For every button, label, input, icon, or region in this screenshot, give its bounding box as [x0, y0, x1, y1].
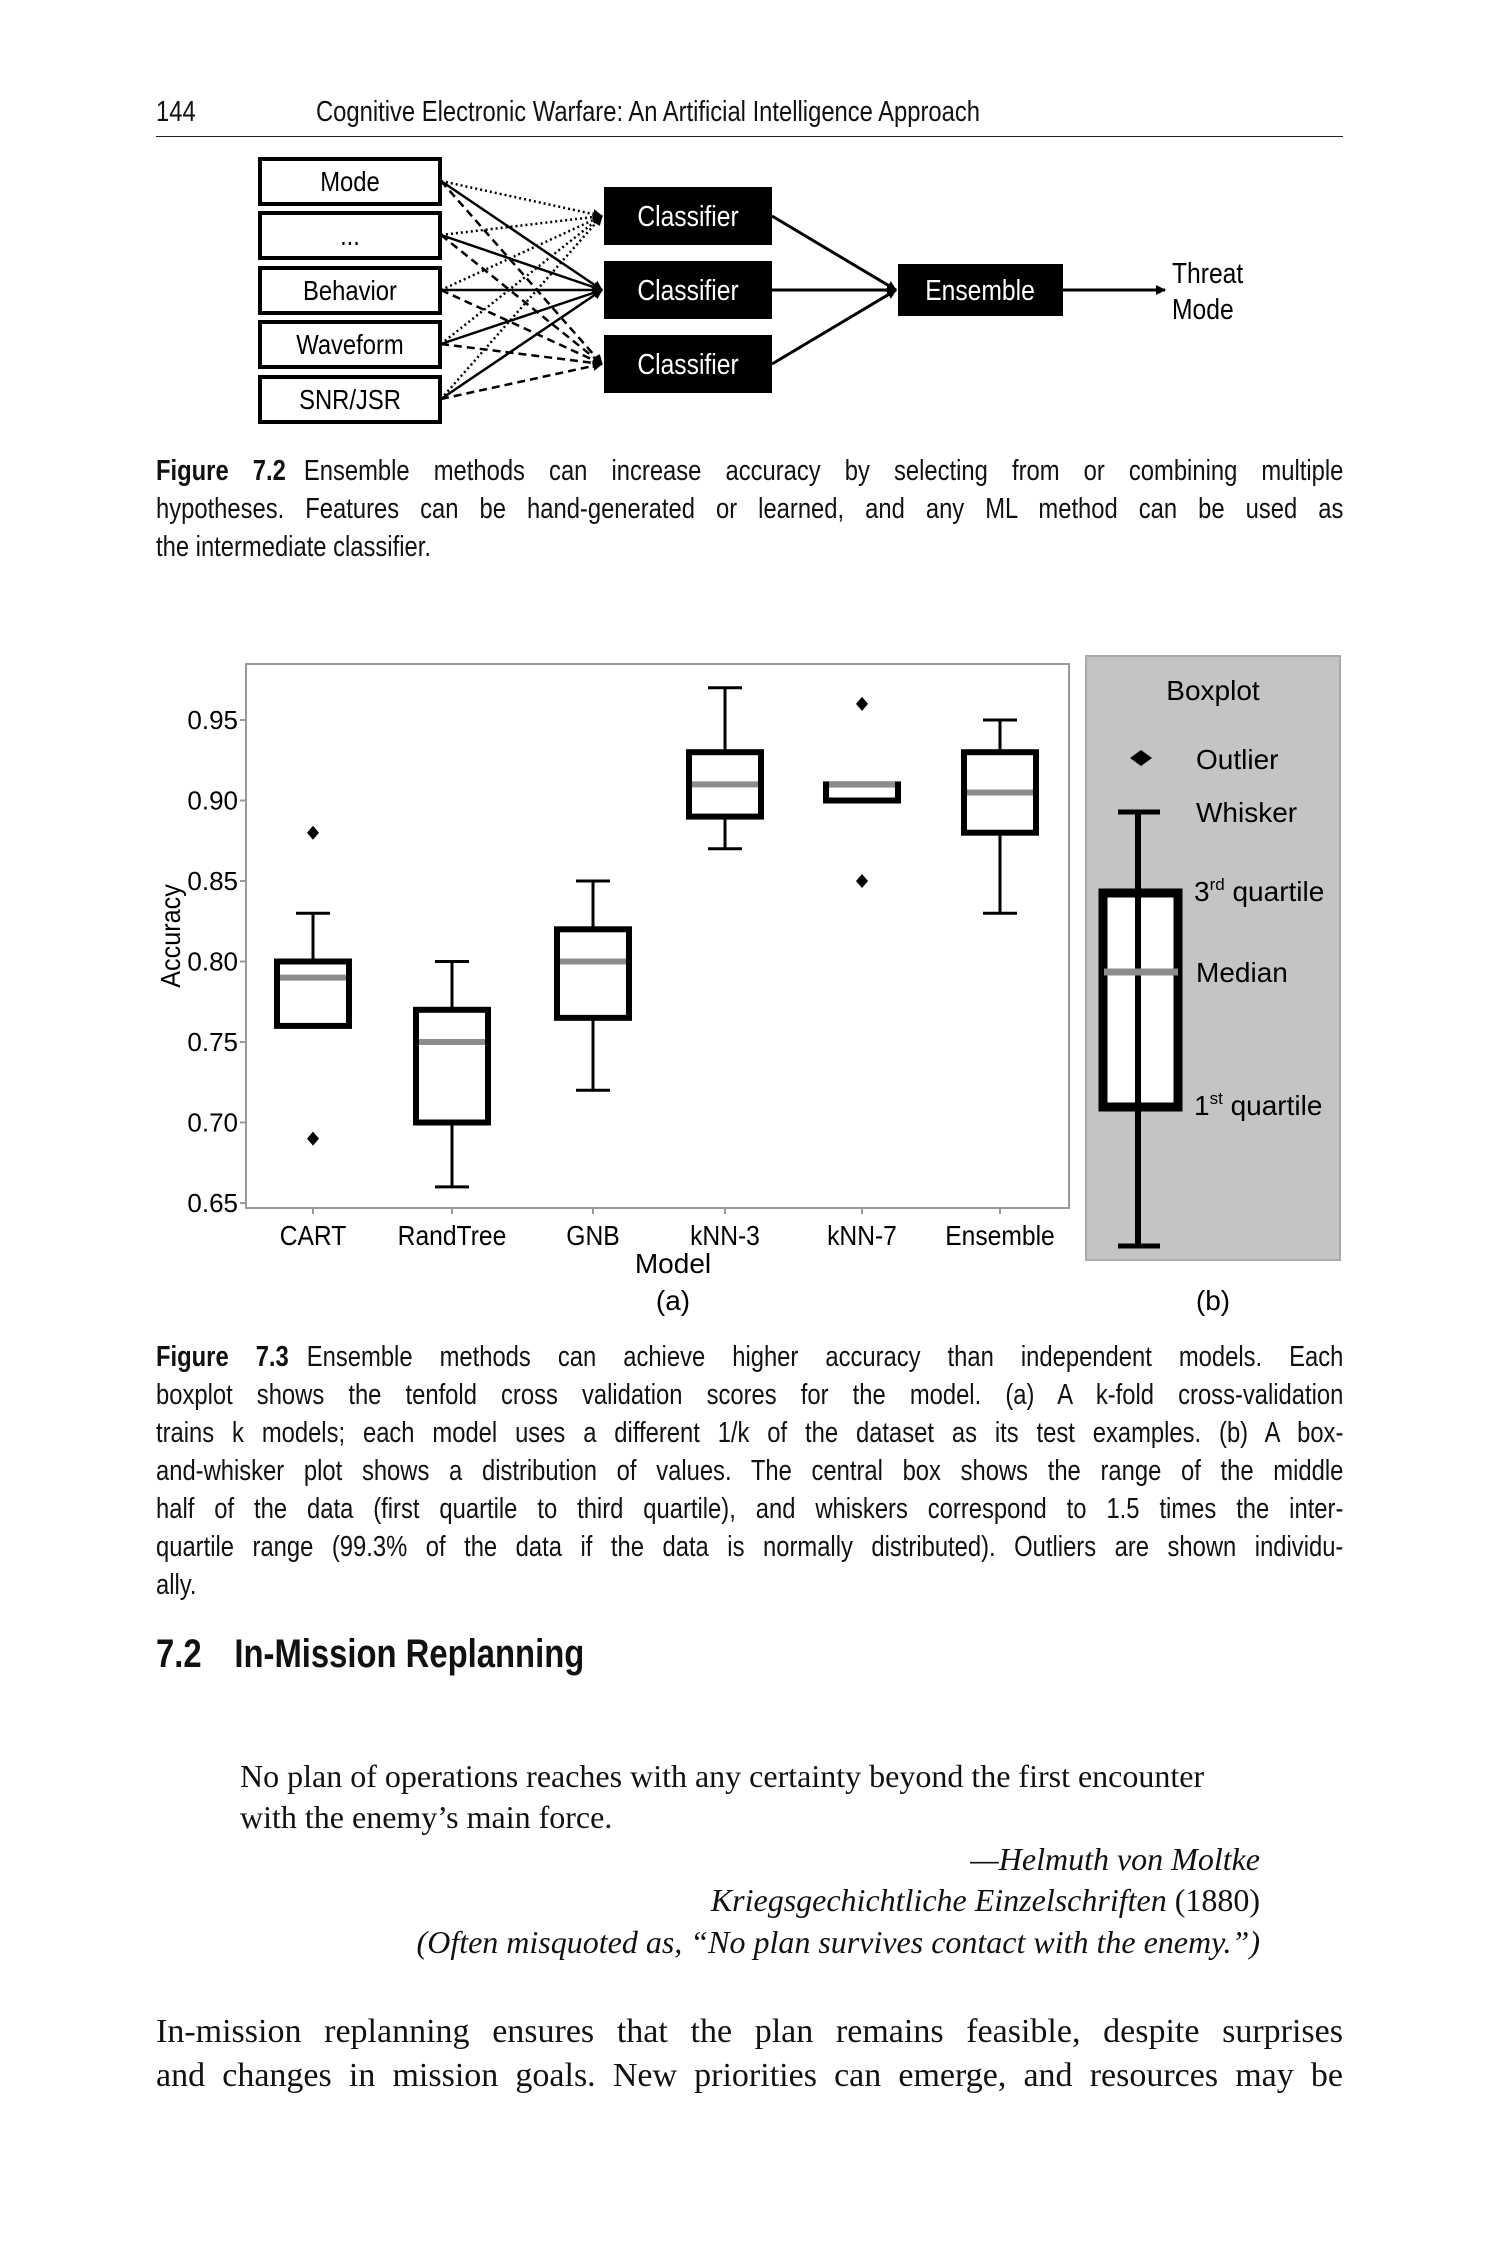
legend-outlier: Outlier [1196, 744, 1279, 775]
fig73-caption-line: and-whisker plot shows a distribution of values. The central box shows the range of the middle [156, 1455, 1344, 1487]
x-tick-label: RandTree [397, 1219, 507, 1252]
fig73-caption-line: boxplot shows the tenfold cross validation scores for the model. (a) A k-fold cross-validation [156, 1379, 1344, 1411]
x-axis-label: Model [634, 1248, 712, 1279]
legend-whisker: Whisker [1196, 797, 1298, 828]
fig73-caption-line: half of the data (first quartile to third quartile), and whiskers correspond to 1.5 times the inter- [156, 1493, 1344, 1525]
ensemble-label: Ensemble [925, 274, 1035, 307]
iqr-box [277, 962, 349, 1026]
caption-text: Ensemble methods can achieve higher accuracy than independent models. Each [306, 1341, 1344, 1373]
feature-label: Waveform [296, 328, 404, 361]
classifier-label: Classifier [637, 348, 739, 381]
fig73-caption-line: quartile range (99.3% of the data if the data is normally distributed). Outliers are shown individu- [156, 1531, 1344, 1563]
feature-label: Mode [320, 165, 380, 198]
fig72-label: Figure 7.2 [156, 455, 286, 487]
boxplot-chart [0, 600, 1500, 1320]
source-year: (1880) [1166, 1882, 1260, 1918]
fig72-caption-line: hypotheses. Features can be hand-generated or learned, and any ML method can be used as [156, 493, 1344, 525]
epigraph-author: —Helmuth von Moltke [970, 1841, 1260, 1877]
y-tick-label: 0.70 [187, 1107, 238, 1138]
classifier-label: Classifier [637, 274, 739, 307]
fig73-caption-line [156, 1341, 1343, 1374]
iqr-box [416, 1010, 488, 1123]
feature-label: Behavior [303, 274, 397, 307]
body-paragraph-line: and changes in mission goals. New priorities can emerge, and resources may be [156, 2057, 1343, 2094]
edge-classifier3-ensemble [772, 290, 896, 364]
fig72-caption-line [156, 455, 1343, 488]
feature-label: SNR/JSR [299, 383, 401, 416]
classifier-label: Classifier [637, 200, 739, 233]
book-title: Cognitive Electronic Warfare: An Artificial Intelligence Approach [316, 96, 980, 128]
legend-median: Median [1196, 957, 1288, 988]
epigraph [240, 1758, 1260, 1978]
fig73-caption-line: ally. [156, 1569, 197, 1601]
source-title: Kriegsgechichtliche Einzelschriften [710, 1882, 1167, 1918]
legend-q1: 1st quartile [1194, 1089, 1323, 1121]
y-axis-label: Accuracy [154, 884, 187, 988]
x-tick-label: CART [279, 1219, 347, 1252]
epigraph-source [711, 1882, 1260, 1919]
feature-edge [441, 216, 602, 235]
y-tick-label: 0.90 [187, 785, 238, 816]
epigraph-line: No plan of operations reaches with any certainty beyond the first encounter [240, 1758, 1205, 1794]
output-label-1: Threat [1172, 257, 1244, 290]
epigraph-line: with the enemy’s main force. [240, 1799, 613, 1835]
x-tick-label: Ensemble [945, 1219, 1055, 1252]
fig73-label: Figure 7.3 [156, 1341, 289, 1373]
feature-edge [441, 235, 602, 290]
plot-frame [246, 664, 1069, 1208]
section-number: 7.2 [156, 1632, 202, 1676]
x-tick-label: GNB [566, 1219, 620, 1252]
feature-classifier-edges [441, 181, 602, 399]
section-heading [156, 1632, 584, 1677]
legend-title: Boxplot [1166, 675, 1260, 706]
y-tick-label: 0.95 [187, 705, 238, 735]
y-tick-label: 0.85 [187, 866, 238, 896]
fig72-caption-line: the intermediate classifier. [156, 531, 431, 563]
y-tick-label: 0.75 [187, 1027, 238, 1057]
edge-classifier1-ensemble [772, 216, 896, 290]
feature-edge [441, 344, 602, 364]
feature-label: ... [340, 219, 360, 252]
y-tick-label: 0.80 [187, 946, 238, 977]
section-title: In-Mission Replanning [234, 1632, 585, 1676]
x-tick-label: kNN-7 [827, 1219, 897, 1252]
page-number: 144 [156, 96, 196, 128]
y-tick-label: 0.65 [187, 1188, 238, 1218]
body-paragraph-line: In-mission replanning ensures that the plan remains feasible, despite surprises [156, 2013, 1343, 2050]
caption-text: Ensemble methods can increase accuracy by selecting from or combining multiple [303, 455, 1344, 487]
legend-q3: 3rd quartile [1194, 875, 1325, 907]
iqr-box [557, 929, 629, 1018]
panel-a-label: (a) [655, 1285, 691, 1316]
ensemble-diagram [0, 0, 1500, 450]
feature-edge [441, 290, 602, 344]
output-label-2: Mode [1172, 293, 1234, 326]
epigraph-note: (Often misquoted as, “No plan survives contact with the enemy.”) [416, 1924, 1260, 1960]
panel-b-label: (b) [1195, 1285, 1231, 1316]
fig73-caption-line: trains k models; each model uses a different 1/k of the dataset as its test examples. (b) A box- [156, 1417, 1344, 1449]
boxplot-legend [1086, 656, 1340, 1316]
x-tick-label: kNN-3 [690, 1219, 760, 1252]
